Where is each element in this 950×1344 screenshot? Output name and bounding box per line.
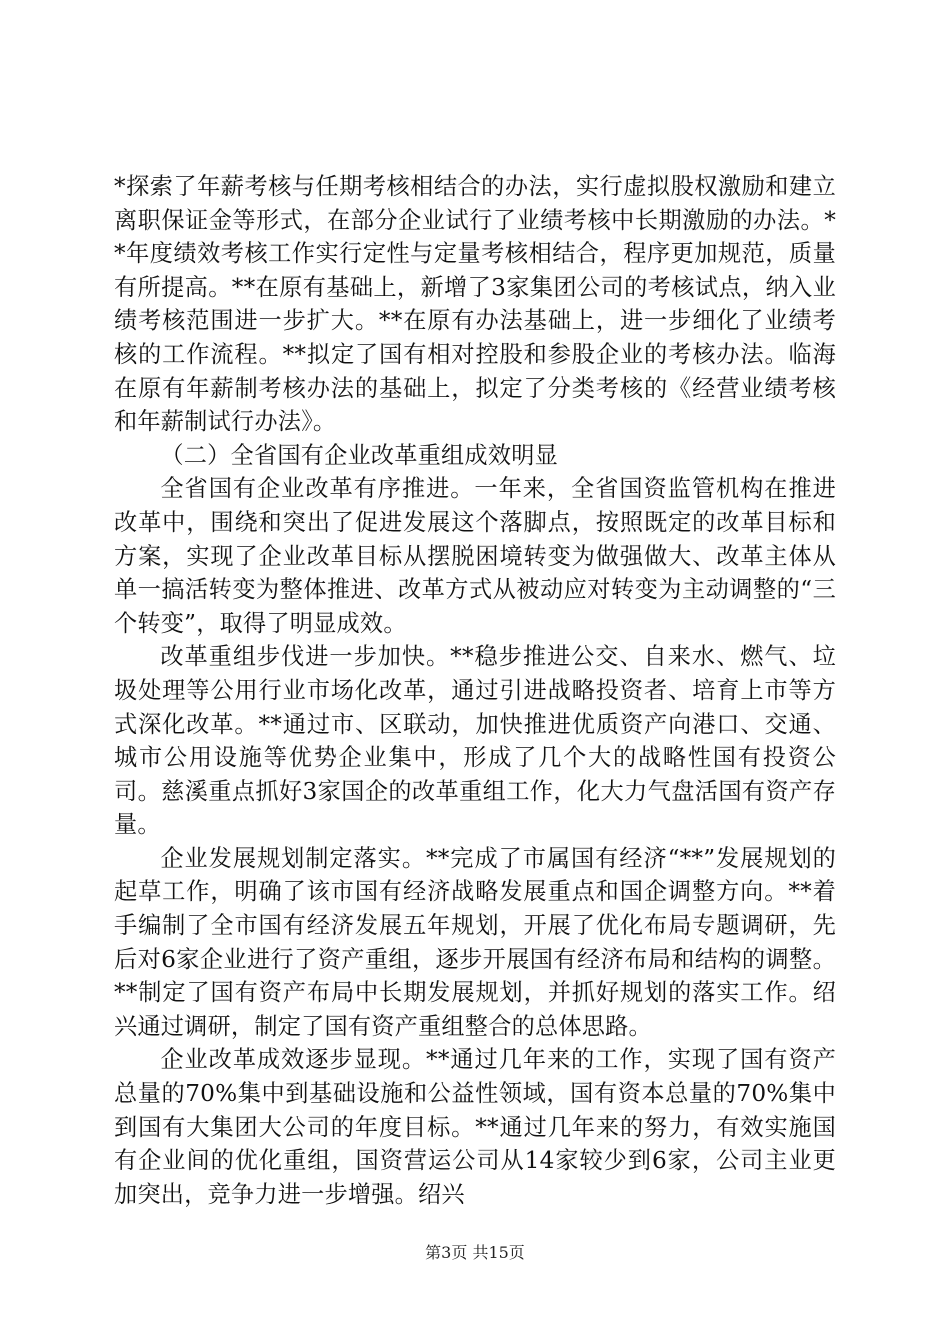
paragraph-continuation: *探索了年薪考核与任期考核相结合的办法，实行虚拟股权激励和建立离职保证金等形式，在部分企业试行了业绩考核中长期激励的办法。**年度绩效考核工作实行定性与定量考核相结合，程序更加规范，质量有所提高。**在原有基础上，新增了3家集团公司的考核试点，纳入业绩考核范围进一步扩大。**在原有办法基础上，进一步细化了业绩考核的工作流程。**拟定了国有相对控股和参股企业的考核办法。临海在原有年薪制考核办法的基础上，拟定了分类考核的《经营业绩考核和年薪制试行办法》。 bbox=[114, 173, 836, 436]
paragraph-reform-results: 企业改革成效逐步显现。**通过几年来的工作，实现了国有资产总量的70%集中到基础设施和公益性领域，国有资本总量的70%集中到国有大集团大公司的年度目标。**通过几年来的努力，有效实施国有企业间的优化重组，国资营运公司从14家较少到6家，公司主业更加突出，竞争力进一步增强。绍兴 bbox=[114, 1046, 836, 1208]
section-heading: （二）全省国有企业改革重组成效明显 bbox=[160, 441, 558, 469]
document-body bbox=[114, 170, 836, 1211]
paragraph-reform-progress: 全省国有企业改革有序推进。一年来，全省国资监管机构在推进改革中，围绕和突出了促进发展这个落脚点，按照既定的改革目标和方案，实现了企业改革目标从摆脱困境转变为做强做大、改革主体从单一搞活转变为整体推进、改革方式从被动应对转变为主动调整的“三个转变”，取得了明显成效。 bbox=[114, 475, 836, 637]
paragraph-development-planning: 企业发展规划制定落实。**完成了市属国有经济“**”发展规划的起草工作，明确了该市国有经济战略发展重点和国企调整方向。**着手编制了全市国有经济发展五年规划，开展了优化布局专题调研，先后对6家企业进行了资产重组，逐步开展国有经济布局和结构的调整。**制定了国有资产布局中长期发展规划，并抓好规划的落实工作。绍兴通过调研，制定了国有资产重组整合的总体思路。 bbox=[114, 844, 836, 1040]
page-number-footer: 第3页 共15页 bbox=[425, 1243, 525, 1262]
paragraph-restructuring: 改革重组步伐进一步加快。**稳步推进公交、自来水、燃气、垃圾处理等公用行业市场化改革，通过引进战略投资者、培育上市等方式深化改革。**通过市、区联动，加快推进优质资产向港口、交通、城市公用设施等优势企业集中，形成了几个大的战略性国有投资公司。慈溪重点抓好3家国企的改革重组工作，化大力气盘活国有资产存量。 bbox=[114, 643, 836, 839]
